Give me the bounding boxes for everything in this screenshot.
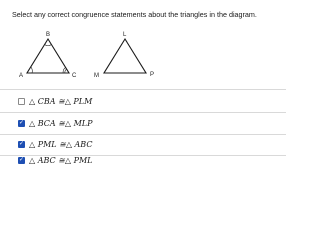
triangle-lmp: [104, 39, 146, 73]
checkbox-option-1[interactable]: [18, 98, 25, 105]
angle-mark-b: [45, 45, 52, 46]
option-1[interactable]: [0, 90, 286, 112]
checkbox-option-2[interactable]: [18, 120, 25, 127]
triangle-diagram: [0, 0, 286, 90]
checkmark-icon: ✓: [18, 140, 25, 147]
option-4[interactable]: [0, 149, 286, 171]
triangle-abc: [27, 39, 69, 73]
question-prompt: Select any correct congruence statements about the triangles in the diagram.: [12, 10, 257, 19]
vertex-label-b: B: [46, 32, 51, 38]
checkbox-option-4[interactable]: [18, 157, 25, 164]
option-label-3: △ PML ≅△ ABC: [29, 139, 93, 149]
angle-mark-c-inner: [65, 69, 67, 73]
checkmark-icon: ✓: [18, 119, 25, 126]
angle-mark-a: [31, 67, 32, 73]
vertex-label-a: A: [19, 73, 24, 79]
vertex-label-c: C: [72, 73, 77, 79]
option-label-1: △ CBA ≅△ PLM: [29, 96, 93, 106]
checkmark-icon: ✓: [18, 156, 25, 163]
vertex-label-p: P: [150, 72, 155, 78]
checkbox-option-3[interactable]: [18, 141, 25, 148]
option-label-4: △ ABC ≅△ PML: [29, 155, 93, 165]
option-label-2: △ BCA ≅△ MLP: [29, 118, 93, 128]
vertex-label-m: M: [94, 73, 99, 79]
option-2[interactable]: [0, 112, 286, 134]
vertex-label-l: L: [123, 32, 127, 38]
